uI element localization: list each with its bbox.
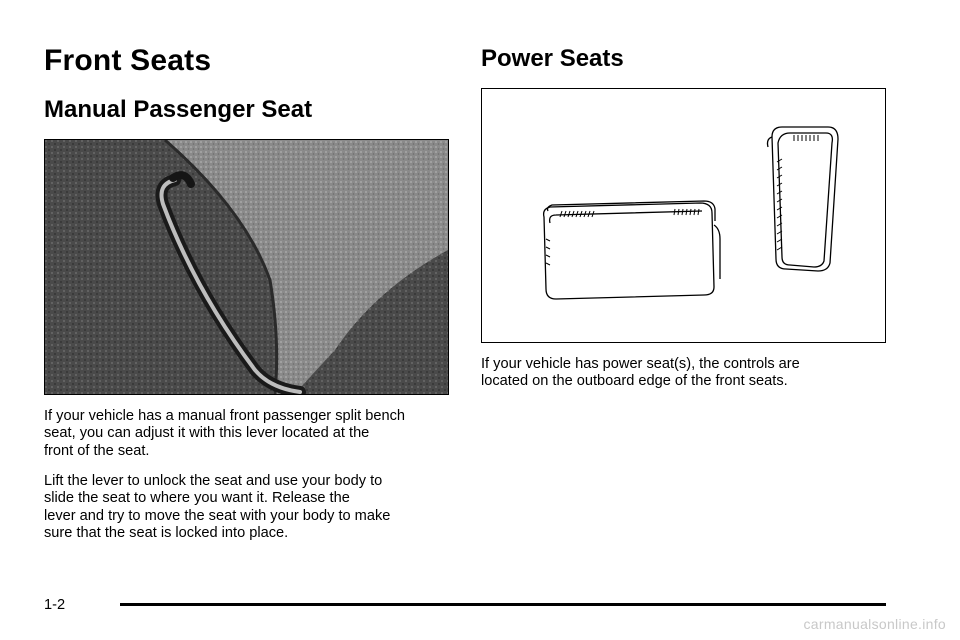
seatback-recline-switch-icon — [768, 127, 839, 271]
section-heading-power-seats: Power Seats — [481, 45, 624, 72]
watermark: carmanualsonline.info — [803, 616, 946, 632]
section-heading-manual-passenger-seat: Manual Passenger Seat — [44, 96, 313, 123]
manual-seat-paragraph-1: If your vehicle has a manual front passenger split bench seat, you can adjust it with this lever located at the front of the seat. — [44, 408, 405, 459]
seat-lever-photo — [44, 139, 449, 395]
power-seat-controls-illustration — [481, 88, 886, 343]
power-seats-paragraph: If your vehicle has power seat(s), the controls are located on the outboard edge of the front seats. — [481, 356, 800, 390]
page-number: 1-2 — [44, 597, 66, 613]
manual-seat-paragraph-2: Lift the lever to unlock the seat and use your body to slide the seat to where you want it. Release the lever and try to move the seat with your body to make sure that the seat is locked into place. — [44, 473, 391, 542]
page-title: Front Seats — [44, 44, 212, 77]
footer-rule — [120, 603, 886, 606]
seat-adjust-switch-icon — [544, 201, 720, 299]
